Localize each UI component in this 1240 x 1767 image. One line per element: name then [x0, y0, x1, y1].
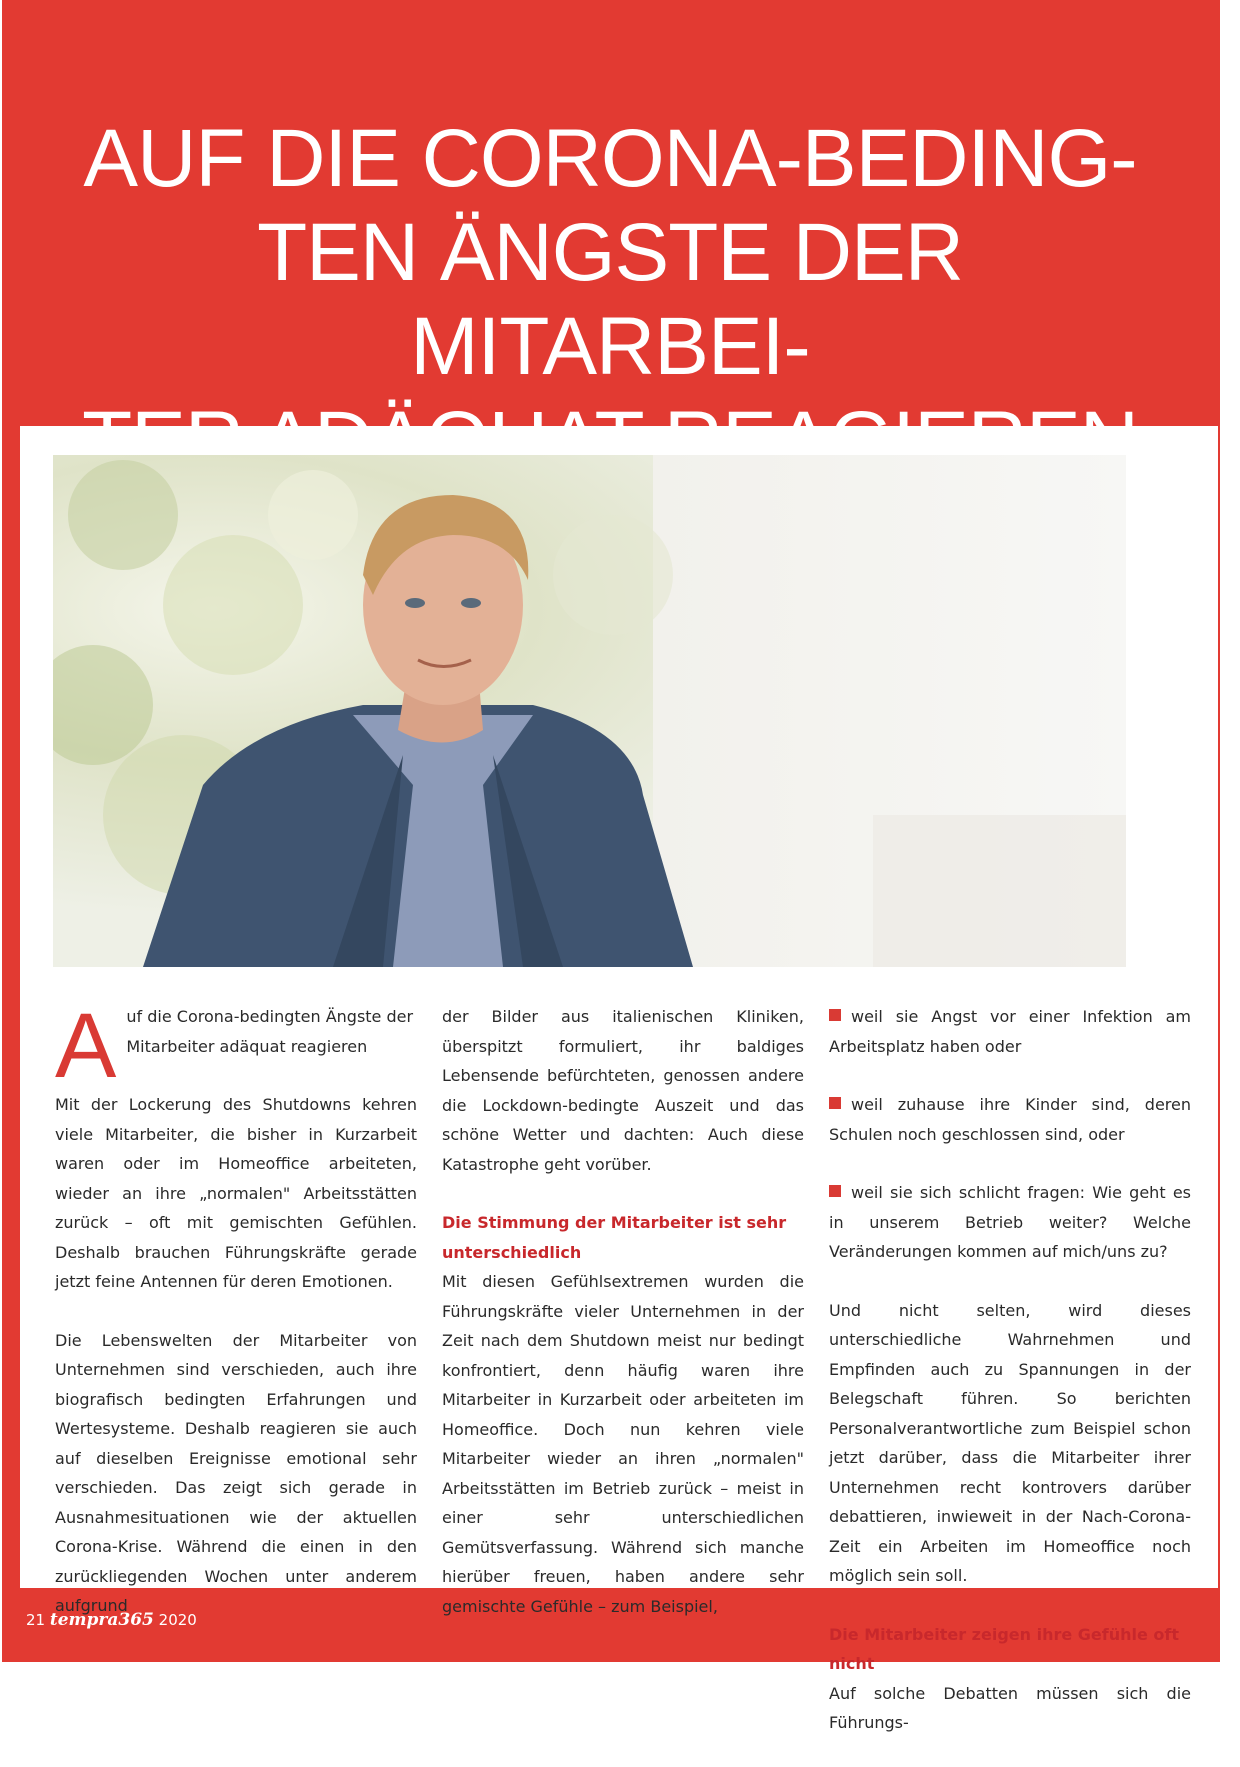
- bullet-item: [829, 1178, 1191, 1267]
- bullet-text: weil sie sich schlicht fragen: Wie geht es in unserem Betrieb weiter? Welche Veränderungen kommen auf mich/uns zu?: [829, 1183, 1191, 1261]
- section-heading: Die Stimmung der Mitarbeiter ist sehr unterschiedlich: [442, 1213, 787, 1262]
- bullet-list: [829, 1002, 1191, 1267]
- body-paragraph: der Bilder aus italienischen Kliniken, überspitzt formuliert, ihr baldiges Lebensende befürchteten, genossen andere die Lockdown-bedingte Auszeit und das schöne Wetter und dachten: Auch diese Katastrophe geht vorüber.: [442, 1007, 804, 1174]
- body-paragraph: Und nicht selten, wird dieses unterschiedliche Wahrnehmen und Empfinden auch zu Spannungen in der Belegschaft führen. So berichten Personalverantwortliche zum Beispiel schon jetzt darüber, dass die Mitarbeiter ihrer Unternehmen recht kontrovers darüber debattieren, inwieweit in der Nach-Corona-Zeit ein Arbeiten im Homeoffice noch möglich sein soll.: [829, 1300, 1191, 1585]
- bullet-item: [829, 1002, 1191, 1061]
- bullet-item: [829, 1090, 1191, 1149]
- bullet-text: weil sie Angst vor einer Infektion am Arbeitsplatz haben oder: [829, 1007, 1191, 1056]
- section-heading: Die Mitarbeiter zeigen ihre Gefühle oft nicht: [829, 1624, 1180, 1673]
- title-line: AUF DIE CORONA-BEDING-: [83, 113, 1137, 204]
- text-column-2: [442, 1002, 804, 1650]
- body-paragraph: Die Lebenswelten der Mitarbeiter von Unternehmen sind verschieden, auch ihre biografisch bedingten Erfahrungen und Wertesysteme. Deshalb reagieren sie auch auf dieselben Ereignisse emotional sehr verschieden. Das zeigt sich gerade in Ausnahmesituationen wie der aktuellen Corona-Krise. Während die einen in den zurückliegenden Wochen unter anderem aufgrund: [55, 1330, 417, 1615]
- body-paragraph: Mit diesen Gefühlsextremen wurden die Führungskräfte vieler Unternehmen in der Zeit nach dem Shutdown meist nur bedingt konfrontiert, denn häufig waren ihre Mitarbeiter in Kurzarbeit oder arbeiteten im Homeoffice. Doch nun kehren viele Mitarbeiter wieder an ihren „normalen" Arbeitsstätten im Betrieb zurück – meist in einer sehr unterschiedlichen Gemütsverfassung. Während sich manche hierüber freuen, haben andere sehr gemischte Gefühle – zum Beispiel,: [442, 1272, 804, 1616]
- bullet-square-icon: [829, 1097, 841, 1109]
- page-number: 21: [26, 1611, 46, 1629]
- bullet-square-icon: [829, 1185, 841, 1197]
- text-column-3: [829, 1002, 1191, 1767]
- issue-year: 2020: [158, 1611, 197, 1629]
- text-column-1: [55, 995, 417, 1650]
- portrait-photo: [53, 455, 1126, 967]
- bullet-text: weil zuhause ihre Kinder sind, deren Schulen noch geschlossen sind, oder: [829, 1095, 1191, 1144]
- body-paragraph: Auf solche Debatten müssen sich die Führungs-: [829, 1683, 1191, 1732]
- magazine-brand: tempra365: [49, 1610, 154, 1630]
- page-footer: [26, 1610, 197, 1630]
- drop-cap: A: [55, 995, 117, 1097]
- body-paragraph: Mit der Lockerung des Shutdowns kehren viele Mitarbeiter, die bisher in Kurzarbeit waren oder im Homeoffice arbeiteten, wieder an ihre „normalen" Arbeitsstätten zurück – oft mit gemischten Gefühlen. Deshalb brauchen Führungskräfte gerade jetzt feine Antennen für deren Emotionen.: [55, 1095, 417, 1291]
- title-line: TEN ÄNGSTE DER MITARBEI-: [257, 207, 963, 392]
- lead-text: uf die Corona-bedingten Ängste der Mitarbeiter adäquat reagieren: [126, 1007, 414, 1056]
- lead-paragraph: [55, 995, 417, 1097]
- bullet-square-icon: [829, 1009, 841, 1021]
